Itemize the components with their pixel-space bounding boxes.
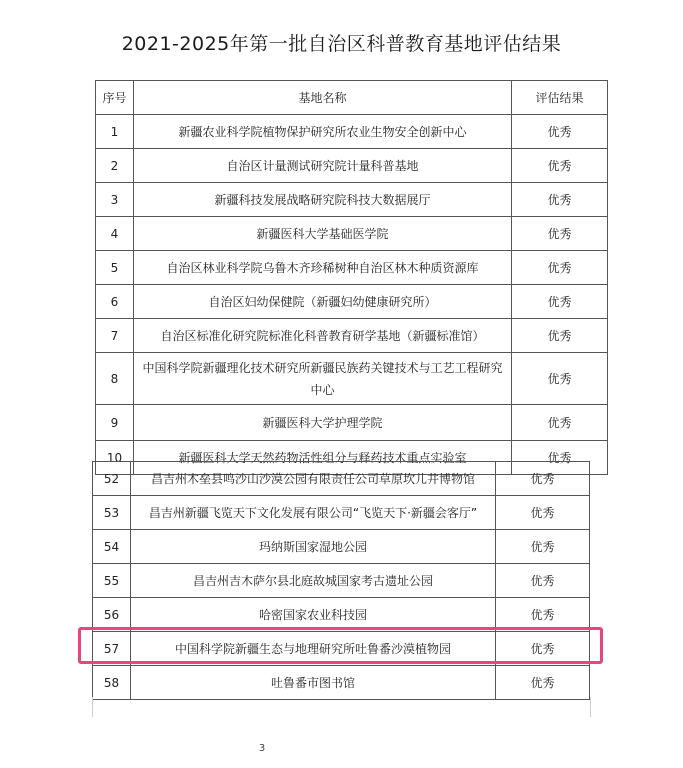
row-index: 55 [93, 564, 131, 598]
row-result: 优秀 [512, 115, 608, 149]
page-title: 2021-2025年第一批自治区科普教育基地评估结果 [121, 33, 562, 55]
row-name: 昌吉州木垒县鸣沙山沙漠公园有限责任公司草原坎儿井博物馆 [131, 462, 496, 496]
row-name: 自治区林业科学院乌鲁木齐珍稀树种自治区林木种质资源库 [134, 251, 512, 285]
header-result: 评估结果 [512, 81, 608, 115]
row-index: 10 [96, 441, 134, 475]
results-table-top [95, 80, 608, 475]
row-result: 优秀 [512, 319, 608, 353]
row-name: 新疆医科大学基础医学院 [134, 217, 512, 251]
header-index: 序号 [96, 81, 134, 115]
row-index: 52 [93, 462, 131, 496]
row-index: 56 [93, 598, 131, 632]
row-index: 2 [96, 149, 134, 183]
row-index: 9 [96, 405, 134, 441]
table-row [96, 405, 608, 441]
row-name: 新疆医科大学天然药物活性组分与释药技术重点实验室 [134, 441, 512, 475]
table-row [96, 319, 608, 353]
row-index: 7 [96, 319, 134, 353]
table-row [96, 115, 608, 149]
table-row [93, 564, 590, 598]
row-name: 中国科学院新疆理化技术研究所新疆民族药关键技术与工艺工程研究中心 [134, 353, 512, 405]
row-result: 优秀 [512, 217, 608, 251]
table-row [93, 496, 590, 530]
row-index: 6 [96, 285, 134, 319]
row-result: 优秀 [512, 353, 608, 405]
header-name: 基地名称 [134, 81, 512, 115]
table-row [96, 217, 608, 251]
row-result: 优秀 [496, 598, 590, 632]
row-result: 优秀 [496, 530, 590, 564]
table-border-tail [590, 697, 591, 717]
table-row [93, 530, 590, 564]
row-result: 优秀 [496, 564, 590, 598]
results-table-bottom [92, 461, 590, 700]
row-name: 吐鲁番市图书馆 [131, 666, 496, 700]
row-index: 5 [96, 251, 134, 285]
row-name: 自治区标准化研究院标准化科普教育研学基地（新疆标准馆） [134, 319, 512, 353]
row-index: 53 [93, 496, 131, 530]
row-name: 新疆农业科学院植物保护研究所农业生物安全创新中心 [134, 115, 512, 149]
row-index: 58 [93, 666, 131, 700]
table-row [96, 251, 608, 285]
row-result: 优秀 [496, 666, 590, 700]
row-name: 新疆医科大学护理学院 [134, 405, 512, 441]
row-result: 优秀 [512, 183, 608, 217]
row-result: 优秀 [496, 632, 590, 666]
row-index: 57 [93, 632, 131, 666]
row-name: 自治区妇幼保健院（新疆妇幼健康研究所） [134, 285, 512, 319]
table-row [93, 462, 590, 496]
table-row [93, 666, 590, 700]
row-name: 昌吉州吉木萨尔县北庭故城国家考古遗址公园 [131, 564, 496, 598]
row-index: 8 [96, 353, 134, 405]
row-index: 1 [96, 115, 134, 149]
row-result: 优秀 [496, 462, 590, 496]
row-result: 优秀 [512, 251, 608, 285]
row-index: 4 [96, 217, 134, 251]
row-result: 优秀 [512, 441, 608, 475]
row-name: 新疆科技发展战略研究院科技大数据展厅 [134, 183, 512, 217]
row-name: 玛纳斯国家湿地公园 [131, 530, 496, 564]
row-index: 54 [93, 530, 131, 564]
row-result: 优秀 [512, 285, 608, 319]
row-name: 哈密国家农业科技园 [131, 598, 496, 632]
table-header-row [96, 81, 608, 115]
page-number: 3 [258, 743, 266, 754]
row-name: 中国科学院新疆生态与地理研究所吐鲁番沙漠植物园 [131, 632, 496, 666]
row-result: 优秀 [496, 496, 590, 530]
row-name: 昌吉州新疆飞览天下文化发展有限公司“飞览天下·新疆会客厅” [131, 496, 496, 530]
table-row [96, 183, 608, 217]
row-result: 优秀 [512, 405, 608, 441]
row-name: 自治区计量测试研究院计量科普基地 [134, 149, 512, 183]
table-row [96, 353, 608, 405]
row-result: 优秀 [512, 149, 608, 183]
table-row [96, 149, 608, 183]
table-border-tail [92, 697, 93, 717]
row-index: 3 [96, 183, 134, 217]
highlight-box [78, 627, 603, 664]
table-row [96, 285, 608, 319]
